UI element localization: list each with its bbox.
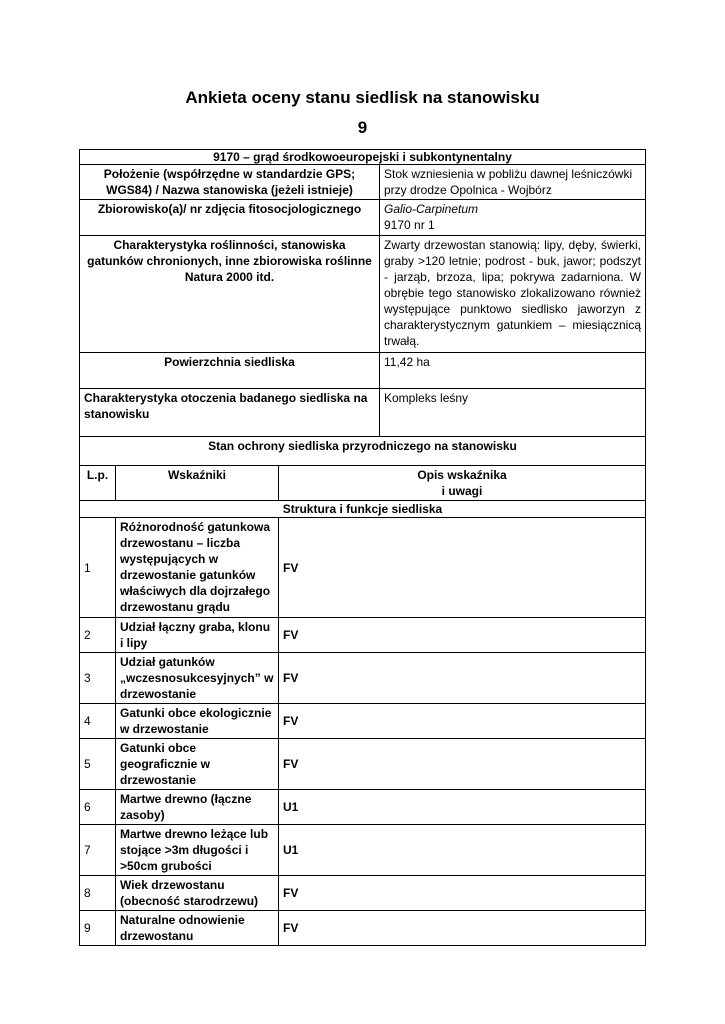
indicator-name: Udział gatunków „wczesnosukcesyjnych” w drzewostanie <box>116 653 279 704</box>
indicator-value: U1 <box>279 825 646 876</box>
table-row <box>80 704 646 739</box>
status-heading-row <box>80 437 646 466</box>
habitat-row <box>80 150 646 165</box>
section-row <box>80 501 646 518</box>
row-number: 1 <box>80 518 116 618</box>
table-row <box>80 911 646 946</box>
community-row <box>80 200 646 236</box>
indicator-name: Gatunki obce ekologicznie w drzewostanie <box>116 704 279 739</box>
indicator-value: FV <box>279 876 646 911</box>
indicator-name: Udział łączny graba, klonu i lipy <box>116 618 279 653</box>
table-row <box>80 825 646 876</box>
habitat-type: 9170 – grąd środkowoeuropejski i subkontynentalny <box>80 150 646 165</box>
indicator-value: FV <box>279 653 646 704</box>
area-label: Powierzchnia siedliska <box>80 353 380 389</box>
indicator-value: FV <box>279 704 646 739</box>
vegetation-row <box>80 236 646 353</box>
location-row <box>80 165 646 200</box>
indicator-name: Wiek drzewostanu (obecność starodrzewu) <box>116 876 279 911</box>
assessment-table <box>79 149 646 946</box>
indicator-name: Martwe drewno leżące lub stojące >3m długości i >50cm grubości <box>116 825 279 876</box>
row-number: 6 <box>80 790 116 825</box>
row-number: 2 <box>80 618 116 653</box>
table-row <box>80 739 646 790</box>
row-number: 3 <box>80 653 116 704</box>
indicator-value: FV <box>279 739 646 790</box>
col-indicator: Wskaźniki <box>116 466 279 501</box>
indicator-value: FV <box>279 911 646 946</box>
row-number: 8 <box>80 876 116 911</box>
column-header-row <box>80 466 646 501</box>
surroundings-label: Charakterystyka otoczenia badanego siedliska na stanowisku <box>80 389 380 437</box>
indicator-value: FV <box>279 518 646 618</box>
table-row <box>80 790 646 825</box>
row-number: 5 <box>80 739 116 790</box>
vegetation-value: Zwarty drzewostan stanowią: lipy, dęby, świerki, graby >120 letnie; podrost - buk, jawor; podszyt - jarząb, brzoza, lipa; pokrywa zadarniona. W obrębie tego stanowisko zlokalizowano również występujące punktowo siedlisko jaworzyn z charakterystycznym gatunkiem – miesiącznicą trwałą. <box>380 236 646 353</box>
vegetation-label: Charakterystyka roślinności, stanowiska gatunków chronionych, inne zbiorowiska roślinne Natura 2000 itd. <box>80 236 380 353</box>
location-label: Położenie (współrzędne w standardzie GPS; WGS84) / Nazwa stanowiska (jeżeli istnieje) <box>80 165 380 200</box>
table-row <box>80 653 646 704</box>
table-row <box>80 618 646 653</box>
row-number: 4 <box>80 704 116 739</box>
col-description-line1: Opis wskaźnika <box>417 468 507 482</box>
surroundings-value: Kompleks leśny <box>380 389 646 437</box>
table-row <box>80 876 646 911</box>
col-description-line2: i uwagi <box>441 484 483 498</box>
indicator-value: FV <box>279 618 646 653</box>
table-row <box>80 518 646 618</box>
indicator-name: Różnorodność gatunkowa drzewostanu – liczba występujących w drzewostanie gatunków właściwych dla dojrzałego drzewostanu grądu <box>116 518 279 618</box>
indicator-value: U1 <box>279 790 646 825</box>
area-row <box>80 353 646 389</box>
status-heading: Stan ochrony siedliska przyrodniczego na stanowisku <box>80 437 646 466</box>
community-name: Galio-Carpinetum <box>384 202 479 216</box>
row-number: 9 <box>80 911 116 946</box>
location-value: Stok wzniesienia w pobliżu dawnej leśniczówki przy drodze Opolnica - Wojbórz <box>380 165 646 200</box>
community-label: Zbiorowisko(a)/ nr zdjęcia fitosocjologicznego <box>80 200 380 236</box>
surroundings-row <box>80 389 646 437</box>
page-title: Ankieta oceny stanu siedlisk na stanowisku <box>185 88 540 107</box>
col-lp: L.p. <box>80 466 116 501</box>
col-description <box>279 466 646 501</box>
row-number: 7 <box>80 825 116 876</box>
indicator-name: Naturalne odnowienie drzewostanu <box>116 911 279 946</box>
area-value: 11,42 ha <box>380 353 646 389</box>
indicator-name: Gatunki obce geograficznie w drzewostanie <box>116 739 279 790</box>
site-number: 9 <box>357 118 368 137</box>
community-photo-number: 9170 nr 1 <box>384 218 435 232</box>
section-heading: Struktura i funkcje siedliska <box>80 501 646 518</box>
community-value <box>380 200 646 236</box>
indicator-name: Martwe drewno (łączne zasoby) <box>116 790 279 825</box>
